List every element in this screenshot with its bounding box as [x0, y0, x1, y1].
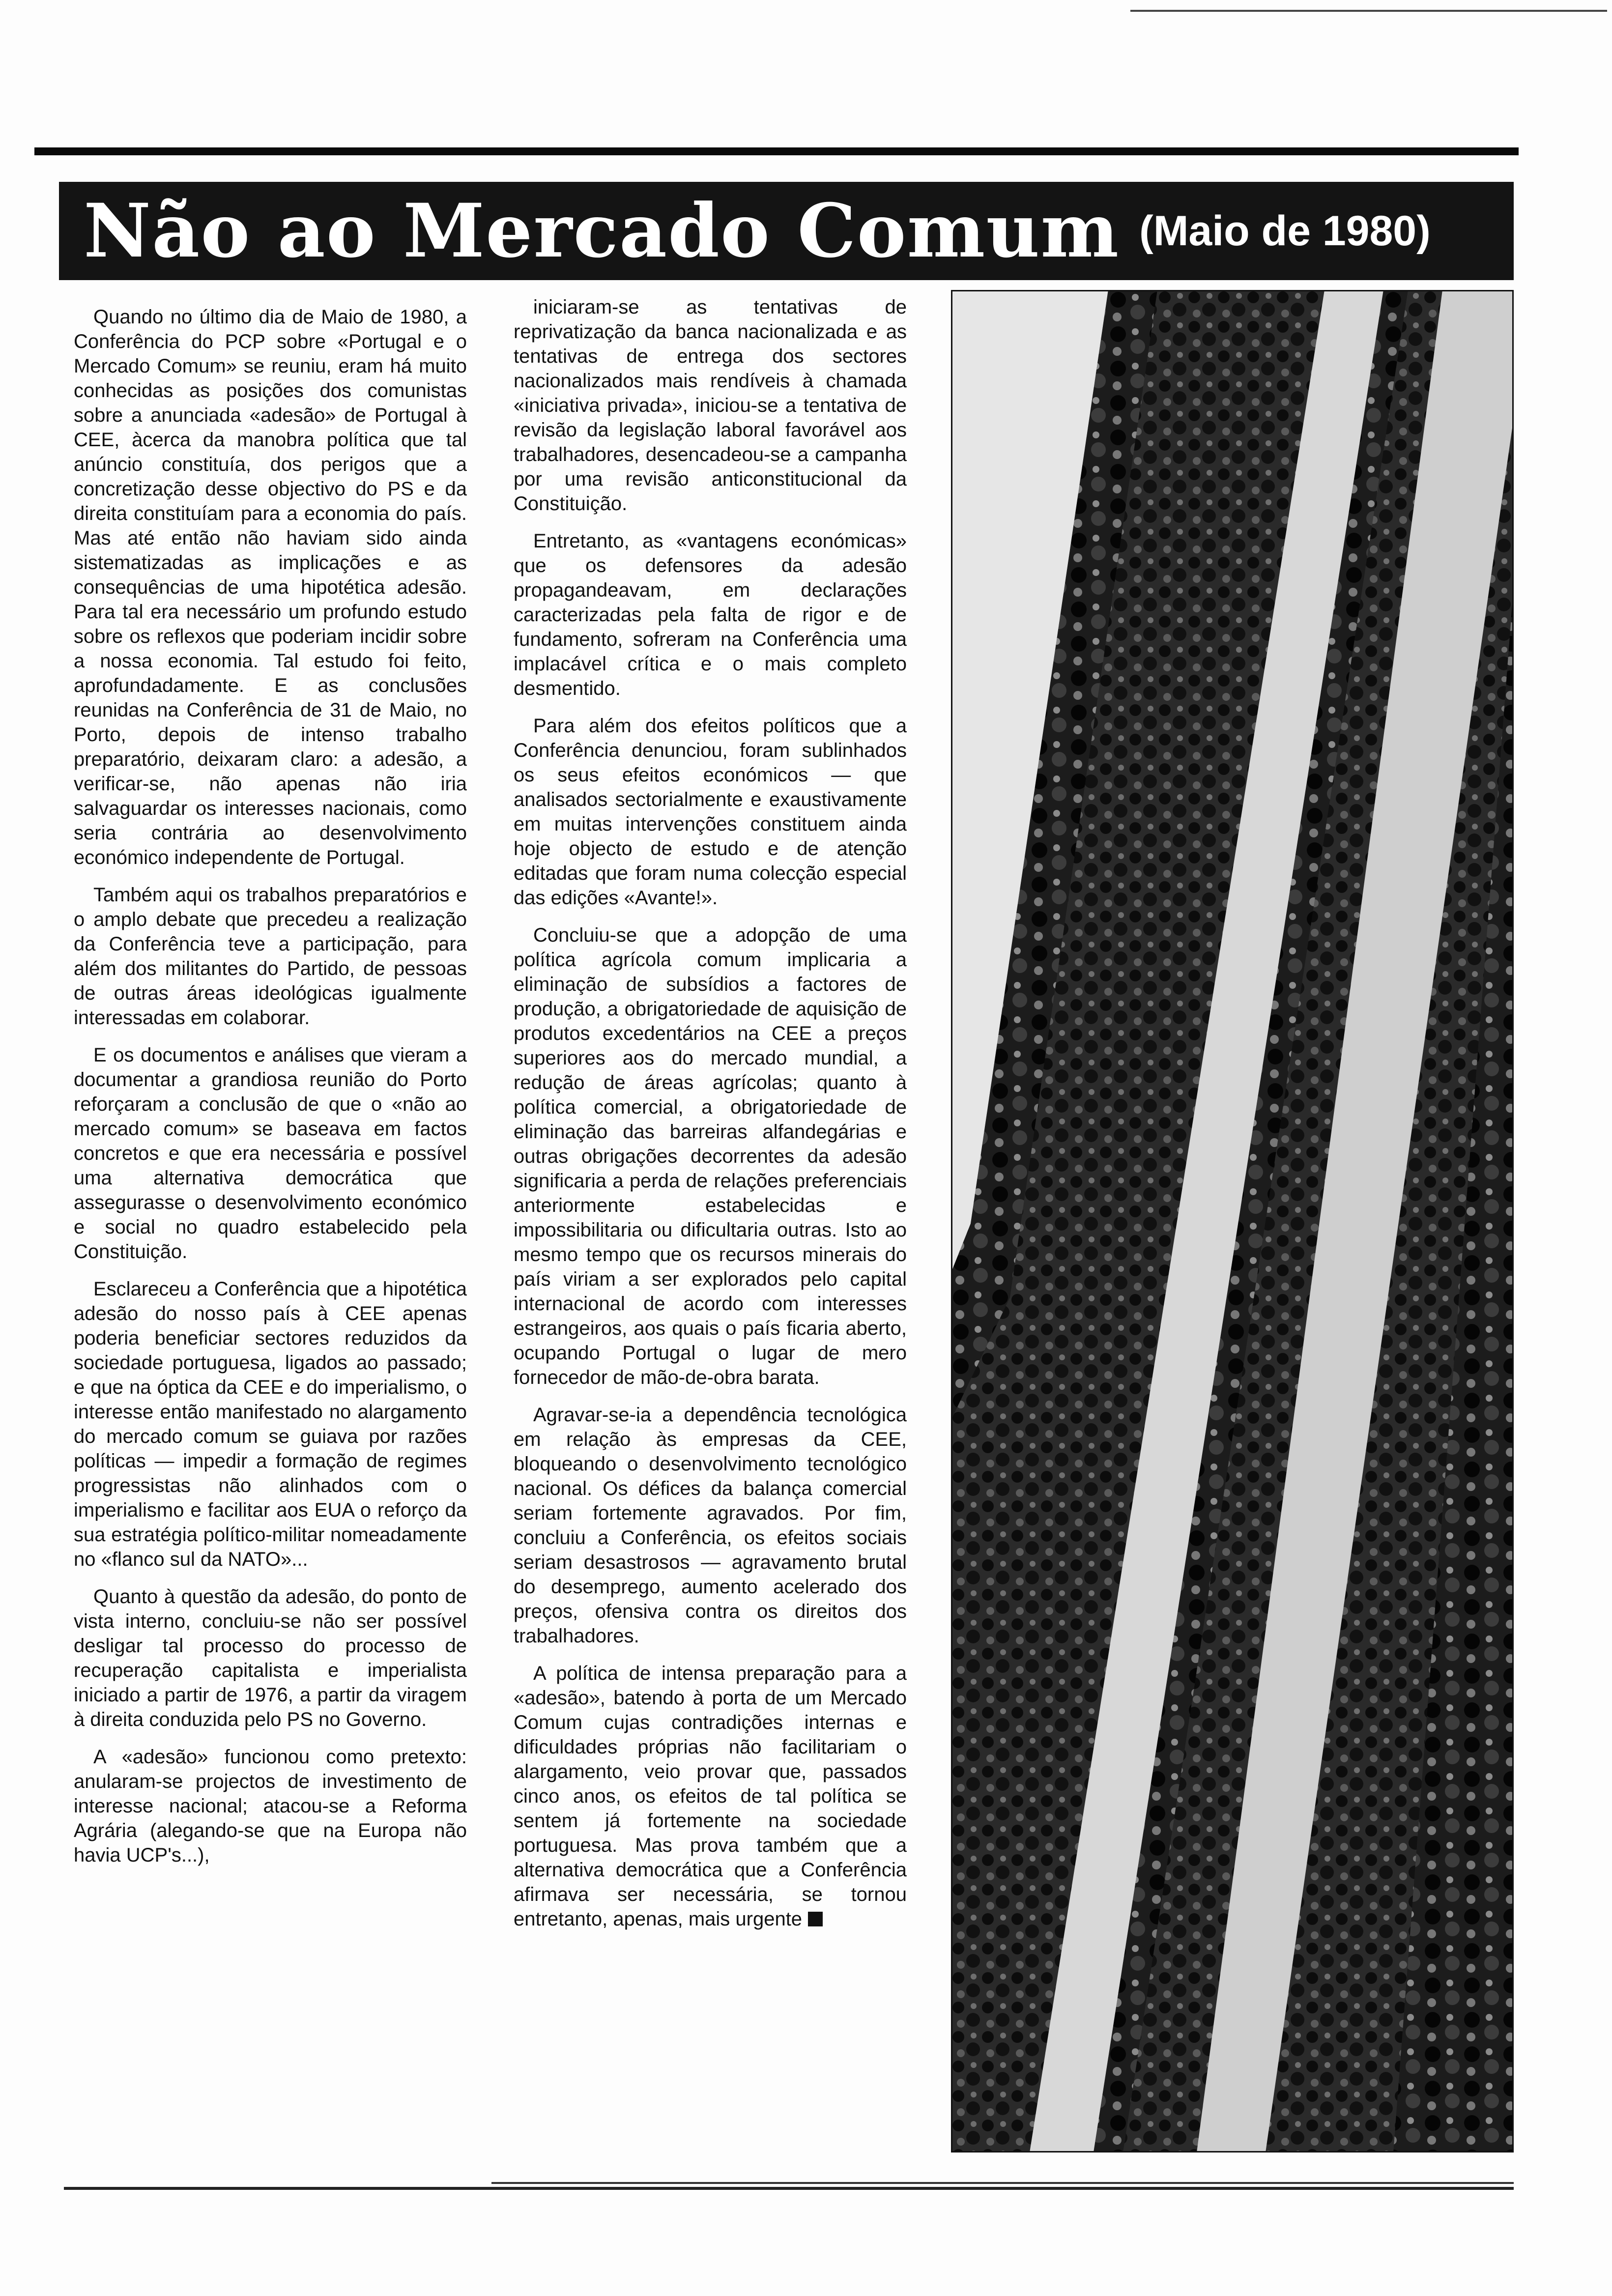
paragraph: E os documentos e análises que vieram a documentar a grandiosa reunião do Porto reforçaram a conclusão de que o «não ao mercado comum» se baseava em factos concretos e que era necessária e possível uma alternativa democrática que assegurasse o desenvolvimento económico e social no quadro estabelecido pela Constituição.: [74, 1044, 467, 1263]
article-column-2: [514, 295, 907, 1944]
paragraph: A «adesão» funcionou como pretexto: anularam-se projectos de investimento de interesse nacional; atacou-se a Reforma Agrária (alegando-se que na Europa não havia UCP's...),: [74, 1746, 467, 1866]
paragraph-text: A política de intensa preparação para a «adesão», batendo à porta de um Mercado Comum cujas contradições internas e dificuldades próprias não facilitariam o alargamento, veio provar que, passados cinco anos, os efeitos de tal política se sentem já fortemente na sociedade portuguesa. Mas prova também que a alternativa democrática que a Conferência afirmava ser necessária, se tornou entretanto, apenas, mais urgente: [514, 1663, 907, 1930]
top-rule: [34, 147, 1519, 155]
top-edge-rule: [1130, 10, 1607, 12]
paragraph: Também aqui os trabalhos preparatórios e o amplo debate que precedeu a realização da Conferência teve a participação, para além dos militantes do Partido, de pessoas de outras áreas ideológicas igualmente interessadas em colaborar.: [74, 884, 467, 1029]
paragraph-final: [514, 1661, 907, 1931]
conference-hall-photo-icon: [951, 290, 1514, 2152]
paragraph: Esclareceu a Conferência que a hipotética adesão do nosso país à CEE apenas poderia beneficiar sectores reduzidos da sociedade portuguesa, ligados ao passado; e que na óptica da CEE e do imperialismo, o interesse então manifestado no alargamento do mercado comum se guiava por razões políticas — impedir a formação de regimes progressistas não alinhados com o imperialismo e facilitar aos EUA o reforço da sua estratégia político-militar nomeadamente no «flanco sul da NATO»...: [74, 1278, 467, 1570]
article-column-1: [74, 305, 467, 1880]
headline-date: (Maio de 1980): [1139, 207, 1431, 255]
paragraph: iniciaram-se as tentativas de reprivatização da banca nacionalizada e as tentativas de entrega dos sectores nacionalizados mais rendíveis à chamada «iniciativa privada», iniciou-se a tentativa de revisão da legislação laboral favorável aos trabalhadores, desencadeou-se a campanha por uma revisão anticonstitucional da Constituição.: [514, 296, 907, 515]
paragraph: Concluiu-se que a adopção de uma política agrícola comum implicaria a eliminação de subsídios a factores de produção, a obrigatoriedade de aquisição de produtos excedentários na CEE a preços superiores aos do mercado mundial, a redução de áreas agrícolas; quanto à política comercial, a obrigatoriedade de eliminação das barreiras alfandegárias e outras obrigações decorrentes da adesão significaria a perda de relações preferenciais anteriormente estabelecidas e impossibilitaria ou dificultaria outras. Isto ao mesmo tempo que os recursos minerais do país viriam a ser explorados pelo capital internacional de acordo com interesses estrangeiros, aos quais o país ficaria aberto, ocupando Portugal o lugar de mero fornecedor de mão-de-obra barata.: [514, 924, 907, 1388]
headline-title: Não ao Mercado Comum: [84, 188, 1120, 274]
paragraph: Agravar-se-ia a dependência tecnológica em relação às empresas da CEE, bloqueando o desenvolvimento tecnológico nacional. Os défices da balança comercial seriam fortemente agravados. Por fim, concluiu a Conferência, os efeitos sociais seriam desastrosos — agravamento brutal do desemprego, aumento acelerado dos preços, ofensiva contra os direitos dos trabalhadores.: [514, 1404, 907, 1647]
paragraph: Quando no último dia de Maio de 1980, a Conferência do PCP sobre «Portugal e o Mercado Comum» se reuniu, eram há muito conhecidas as posições dos comunistas sobre a anunciada «adesão» de Portugal à CEE, àcerca da manobra política que tal anúncio constituía, dos perigos que a concretização desse objectivo do PS e da direita constituíam para a economia do país. Mas até então não haviam sido ainda sistematizadas as implicações e as consequências de uma hipotética adesão. Para tal era necessário um profundo estudo sobre os reflexos que poderiam incidir sobre a nossa economia. Tal estudo foi feito, aprofundadamente. E as conclusões reunidas na Conferência de 31 de Maio, no Porto, depois de intenso trabalho preparatório, deixaram claro: a adesão, a verificar-se, não apenas não iria salvaguardar os interesses nacionais, como seria contrária ao desenvolvimento económico independente de Portugal.: [74, 306, 467, 868]
conference-hall-photo: [951, 290, 1514, 2152]
headline-band: [59, 182, 1514, 280]
paragraph: Quanto à questão da adesão, do ponto de vista interno, concluiu-se não ser possível desligar tal processo do processo de recuperação capitalista e imperialista iniciado a partir de 1976, a partir da viragem à direita conduzida pelo PS no Governo.: [74, 1586, 467, 1730]
bottom-rule-upper: [491, 2182, 1514, 2184]
paragraph: Entretanto, as «vantagens económicas» que os defensores da adesão propagandeavam, em declarações caracterizadas pela falta de rigor e de fundamento, sofreram na Conferência uma implacável crítica e o mais completo desmentido.: [514, 530, 907, 699]
end-of-article-square-icon: [808, 1912, 823, 1926]
bottom-rule: [64, 2187, 1514, 2190]
paragraph: Para além dos efeitos políticos que a Conferência denunciou, foram sublinhados os seus efeitos económicos — que analisados sectorialmente e exaustivamente em muitas intervenções constituem ainda hoje objecto de estudo e de atenção editadas que foram numa colecção especial das edições «Avante!».: [514, 715, 907, 909]
